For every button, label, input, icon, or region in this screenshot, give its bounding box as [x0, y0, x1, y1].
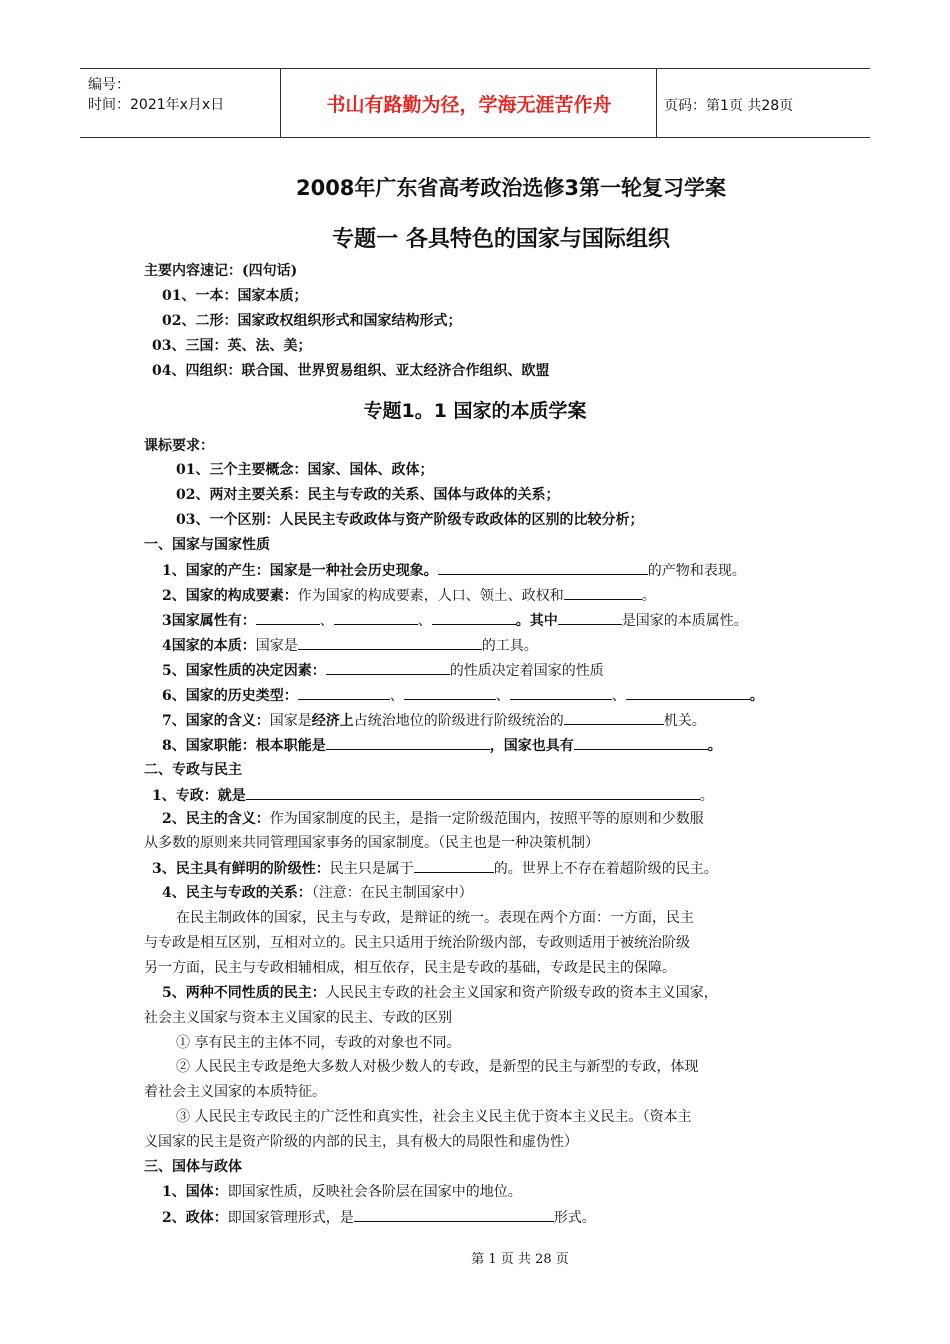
s2-item-5 [162, 984, 842, 1002]
s2-item-1 [152, 786, 832, 805]
fill-blank[interactable] [256, 611, 320, 625]
s1-item-8-label: 8、国家职能：根本职能是 [162, 738, 326, 754]
page-footer: 第 1 页 共 28 页 [471, 1252, 569, 1267]
fill-blank[interactable] [326, 736, 490, 750]
s1-item-8-mid: ，国家也具有 [489, 738, 574, 754]
s1-item-7 [162, 711, 842, 730]
paragraph-line: 在民主制政体的国家，民主与专政，是辩证的统一。表现在两个方面：一方面，民主 [176, 910, 694, 926]
s2-item-4-note: （注意：在民主制国家中） [311, 885, 473, 901]
s1-item-3-mid: 。其中 [515, 613, 558, 629]
s1-item-7-label: 7、国家的含义： [162, 713, 270, 729]
s2-item-3-tail: 的。世界上不存在着超阶级的民主。 [493, 861, 718, 877]
s1-item-4-text: 国家是 [255, 638, 298, 654]
fill-blank[interactable] [626, 686, 750, 700]
s1-item-2-tail: 。 [641, 588, 656, 604]
summary-item: 02、二形：国家政权组织形式和国家结构形式； [162, 313, 462, 329]
s1-sep: 、 [319, 613, 334, 629]
s2-item-4 [162, 884, 842, 902]
fill-blank[interactable] [574, 736, 708, 750]
section-heading: 一、国家与国家性质 [144, 537, 270, 553]
s3-item-2-tail: 形式。 [553, 1210, 596, 1226]
s1-sep: 、 [495, 688, 510, 704]
s1-item-1-text: 1、国家的产生：国家是一种社会历史现象。 [162, 563, 438, 579]
paragraph-line: 与专政是相互区别，互相对立的。民主只适用于统治阶级内部，专政则适用于被统治阶级 [144, 935, 690, 951]
page-header [80, 68, 870, 138]
s1-item-8-end: 。 [707, 738, 722, 754]
fill-blank[interactable] [558, 611, 622, 625]
fill-blank[interactable] [564, 711, 664, 725]
s2-item-3 [152, 859, 832, 878]
section-heading: 二、专政与民主 [144, 762, 242, 778]
s1-item-4 [162, 636, 842, 655]
s1-item-7-emph: 经济上 [311, 713, 354, 729]
summary-item: 01、一本：国家本质； [162, 288, 308, 304]
s1-item-2 [162, 586, 842, 605]
topic-title: 专题一 各具特色的国家与国际组织 [332, 227, 670, 252]
fill-blank[interactable] [510, 686, 612, 700]
s1-item-1-tail: 的产物和表现。 [647, 563, 746, 579]
s2-item-1-end: 。 [699, 788, 714, 804]
comparison-item-cont: 着社会主义国家的本质特征。 [144, 1084, 326, 1100]
s1-item-7-mid: 占统治地位的阶级进行阶级统治的 [353, 713, 564, 729]
fill-blank[interactable] [414, 859, 494, 873]
paragraph-line: 另一方面，民主与专政相辅相成，相互依存，民主是专政的基础，专政是民主的保障。 [144, 960, 676, 976]
comparison-item: ③ 人民民主专政民主的广泛性和真实性，社会主义民主优于资本主义民主。（资本主 [176, 1109, 692, 1125]
s1-item-2-text: 作为国家的构成要素，人口、领土、政权和 [297, 588, 564, 604]
s2-item-5-label: 5、两种不同性质的民主： [162, 985, 326, 1001]
header-page-info: 页码：第1页 共28页 [664, 98, 794, 114]
s1-item-4-tail: 的工具。 [481, 638, 538, 654]
s2-item-2-text: 作为国家制度的民主，是指一定阶级范围内，按照平等的原则和少数服 [269, 811, 704, 827]
comparison-item: ① 享有民主的主体不同，专政的对象也不同。 [176, 1035, 461, 1051]
summary-item: 04、四组织：联合国、世界贸易组织、亚太经济合作组织、欧盟 [152, 363, 550, 379]
s1-item-2-label: 2、国家的构成要素： [162, 588, 298, 604]
s1-item-6 [162, 686, 842, 705]
fill-blank[interactable] [438, 561, 648, 575]
subtopic-title: 专题1。1 国家的本质学案 [363, 400, 587, 422]
s1-item-1 [162, 561, 842, 580]
time-label: 时间：2021年x月x日 [88, 97, 225, 113]
standards-heading: 课标要求： [144, 438, 214, 454]
s1-item-8 [162, 736, 842, 755]
fill-blank[interactable] [246, 786, 700, 800]
s1-item-5 [162, 661, 842, 680]
header-divider [656, 69, 657, 137]
s1-sep: 、 [417, 613, 432, 629]
s2-item-4-label: 4、民主与专政的关系： [162, 885, 312, 901]
header-meta [88, 75, 224, 115]
s3-item-1 [162, 1183, 842, 1201]
s2-item-2-cont: 从多数的原则来共同管理国家事务的国家制度。（民主也是一种决策机制） [144, 835, 599, 851]
s2-item-1-label: 1、专政：就是 [152, 788, 246, 804]
summary-heading: 主要内容速记：(四句话) [144, 263, 298, 279]
s1-item-3-label: 3国家属性有： [162, 613, 256, 629]
standards-item: 01、三个主要概念：国家、国体、政体； [176, 462, 434, 478]
comparison-item-cont: 义国家的民主是资产阶级的内部的民主，具有极大的局限性和虚伪性） [144, 1134, 578, 1150]
fill-blank[interactable] [564, 586, 642, 600]
standards-item: 02、两对主要关系：民主与专政的关系、国体与政体的关系； [176, 487, 560, 503]
s3-item-1-text: 即国家性质，反映社会各阶层在国家中的地位。 [227, 1184, 522, 1200]
header-motto: 书山有路勤为径，学海无涯苦作舟 [326, 93, 612, 116]
s1-item-6-end: 。 [749, 688, 764, 704]
s1-item-3-tail: 是国家的本质属性。 [621, 613, 748, 629]
s1-item-3 [162, 611, 842, 630]
s1-item-4-label: 4国家的本质： [162, 638, 256, 654]
document-title: 2008年广东省高考政治选修3第一轮复习学案 [295, 176, 727, 200]
serial-label: 编号： [88, 77, 130, 93]
s1-sep: 、 [611, 688, 626, 704]
s2-item-3-text: 民主只是属于 [329, 861, 414, 877]
s2-item-2 [162, 810, 842, 828]
s3-item-2-label: 2、政体： [162, 1210, 228, 1226]
fill-blank[interactable] [334, 611, 418, 625]
fill-blank[interactable] [354, 1208, 554, 1222]
fill-blank[interactable] [298, 636, 482, 650]
s1-item-5-label: 5、国家性质的决定因素： [162, 663, 326, 679]
s2-item-2-label: 2、民主的含义： [162, 811, 270, 827]
s2-item-3-label: 3、民主具有鲜明的阶级性： [152, 861, 330, 877]
section-heading: 三、国体与政体 [144, 1159, 242, 1175]
s3-item-2 [162, 1208, 842, 1227]
fill-blank[interactable] [432, 611, 516, 625]
s2-item-5-text: 人民民主专政的社会主义国家和资产阶级专政的资本主义国家， [325, 985, 718, 1001]
s1-item-7-text: 国家是 [269, 713, 312, 729]
standards-item: 03、一个区别：人民民主专政政体与资产阶级专政政体的区别的比较分析； [176, 512, 644, 528]
s1-sep: 、 [389, 688, 404, 704]
s3-item-2-text: 即国家管理形式，是 [227, 1210, 354, 1226]
s1-item-7-tail: 机关。 [663, 713, 706, 729]
s1-item-6-label: 6、国家的历史类型： [162, 688, 298, 704]
paragraph-line: 社会主义国家与资本主义国家的民主、专政的区别 [144, 1010, 452, 1026]
s1-item-5-tail: 的性质决定着国家的性质 [449, 663, 604, 679]
s3-item-1-label: 1、国体： [162, 1184, 228, 1200]
fill-blank[interactable] [298, 686, 390, 700]
comparison-item: ② 人民民主专政是绝大多数人对极少数人的专政，是新型的民主与新型的专政，体现 [176, 1059, 699, 1075]
fill-blank[interactable] [404, 686, 496, 700]
header-divider [280, 69, 281, 137]
summary-item: 03、三国：英、法、美； [152, 338, 312, 354]
fill-blank[interactable] [326, 661, 450, 675]
